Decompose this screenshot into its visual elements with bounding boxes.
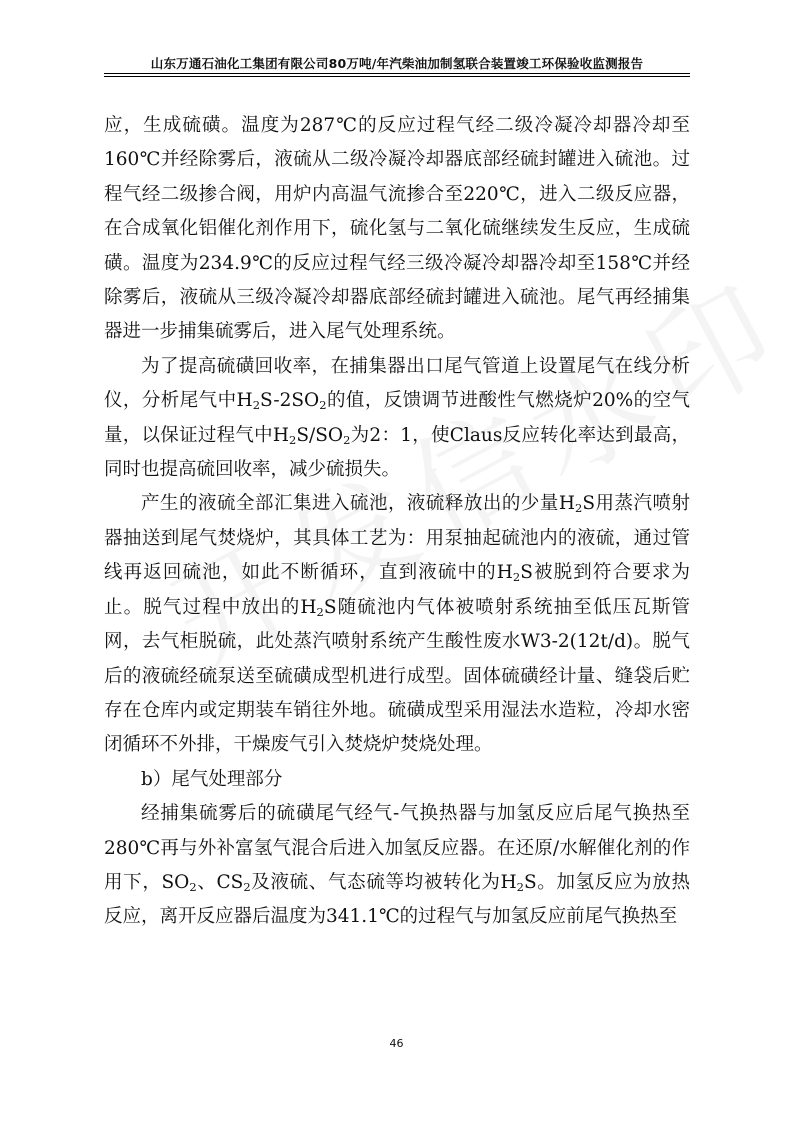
text-run: 应，生成硫磺。温度为287℃的反应过程气经二级冷凝冷却器冷却至160℃并经除雾后，液硫从二级冷凝冷却器底部经硫封罐进入硫池。过程气经二级掺合阀，用炉内高温气流掺合至220℃，进入二级反应器，在合成氧化铝催化剂作用下，硫化氢与二氧化硫继续发生反应，生成硫磺。温度为234.9℃的反应过程气经三级冷凝冷却器冷却至158℃并经除雾后，液硫从三级冷凝冷却器底部经硫封罐进入硫池。尾气再经捕集器进一步捕集硫雾后，进入尾气处理系统。	[104, 115, 690, 343]
subscript: 2	[516, 879, 524, 894]
paragraph-liquid-sulfur	[104, 487, 690, 762]
text-run: b）尾气处理部分	[141, 768, 283, 790]
text-run: 为了提高硫磺回收率，在捕集器出口尾气管道上设置尾气在线分析仪，分析尾气中H	[104, 355, 690, 412]
paragraph-continuation	[104, 109, 690, 350]
text-run: S随硫池内气体被喷射系统抽至低压瓦斯管网，去气柜脱硫，此处蒸汽喷射系统产生酸性废水W3-2(12t/d)。脱气后的液硫经硫泵送至硫磺成型机进行成型。固体硫磺经计量、缝袋后贮存在仓库内或定期装车销往外地。硫磺成型采用湿法水造粒，冷却水密闭循环不外排，干燥废气引入焚烧炉焚烧处理。	[104, 596, 690, 756]
text-run: S。加氢反应为放热反应，离开反应器后温度为341.1℃的过程气与加氢反应前尾气换热至	[104, 871, 690, 928]
subscript: 2	[512, 570, 521, 585]
subscript: 2	[252, 398, 260, 413]
subscript: 2	[289, 432, 297, 447]
page-number: 46	[389, 1037, 404, 1050]
subscript: 2	[189, 879, 197, 894]
subsection-heading-tail-gas	[104, 763, 690, 797]
text-run: 产生的液硫全部汇集进入硫池，液硫释放出的少量H	[141, 493, 576, 515]
text-run: 的值，反馈调节进酸性气燃烧炉20%的空气量，以保证过程气中H	[104, 390, 691, 446]
report-body	[104, 109, 690, 935]
text-run: 经捕集硫雾后的硫磺尾气经气-气换热器与加氢反应后尾气换热至280℃再与外补富氢气混合后进入加氢反应器。在还原/水解催化剂的作用下，SO	[104, 803, 690, 893]
text-run: 及液硫、气态硫等均被转化为H	[250, 871, 517, 893]
text-run: S-2SO	[260, 390, 320, 412]
paragraph-tail-gas-treatment	[104, 797, 690, 935]
subscript: 2	[319, 398, 327, 413]
subscript: 2	[575, 501, 583, 516]
header-rule-thin	[104, 76, 690, 77]
text-run: 为2：1，使Claus反应转化率达到最高，同时也提高硫回收率，减少硫损失。	[104, 424, 690, 481]
paragraph-recovery-rate	[104, 350, 690, 488]
text-run: S被脱到符合要求为止。脱气过程中放出的H	[104, 562, 690, 618]
text-run: S/SO	[296, 424, 344, 446]
subscript: 2	[343, 432, 351, 447]
header-rule	[104, 73, 690, 74]
page-header-title: 山东万通石油化工集团有限公司80万吨/年汽柴油加制氢联合装置竣工环保验收监测报告	[150, 56, 644, 71]
text-run: 、CS	[196, 871, 244, 893]
text-run: S用蒸汽喷射器抽送到尾气焚烧炉，其具体工艺为：用泵抽起硫池内的液硫，通过管线再返回硫池，如此不断循环，直到液硫中的H	[104, 493, 690, 584]
subscript: 2	[316, 604, 324, 619]
subscript: 2	[243, 879, 251, 894]
